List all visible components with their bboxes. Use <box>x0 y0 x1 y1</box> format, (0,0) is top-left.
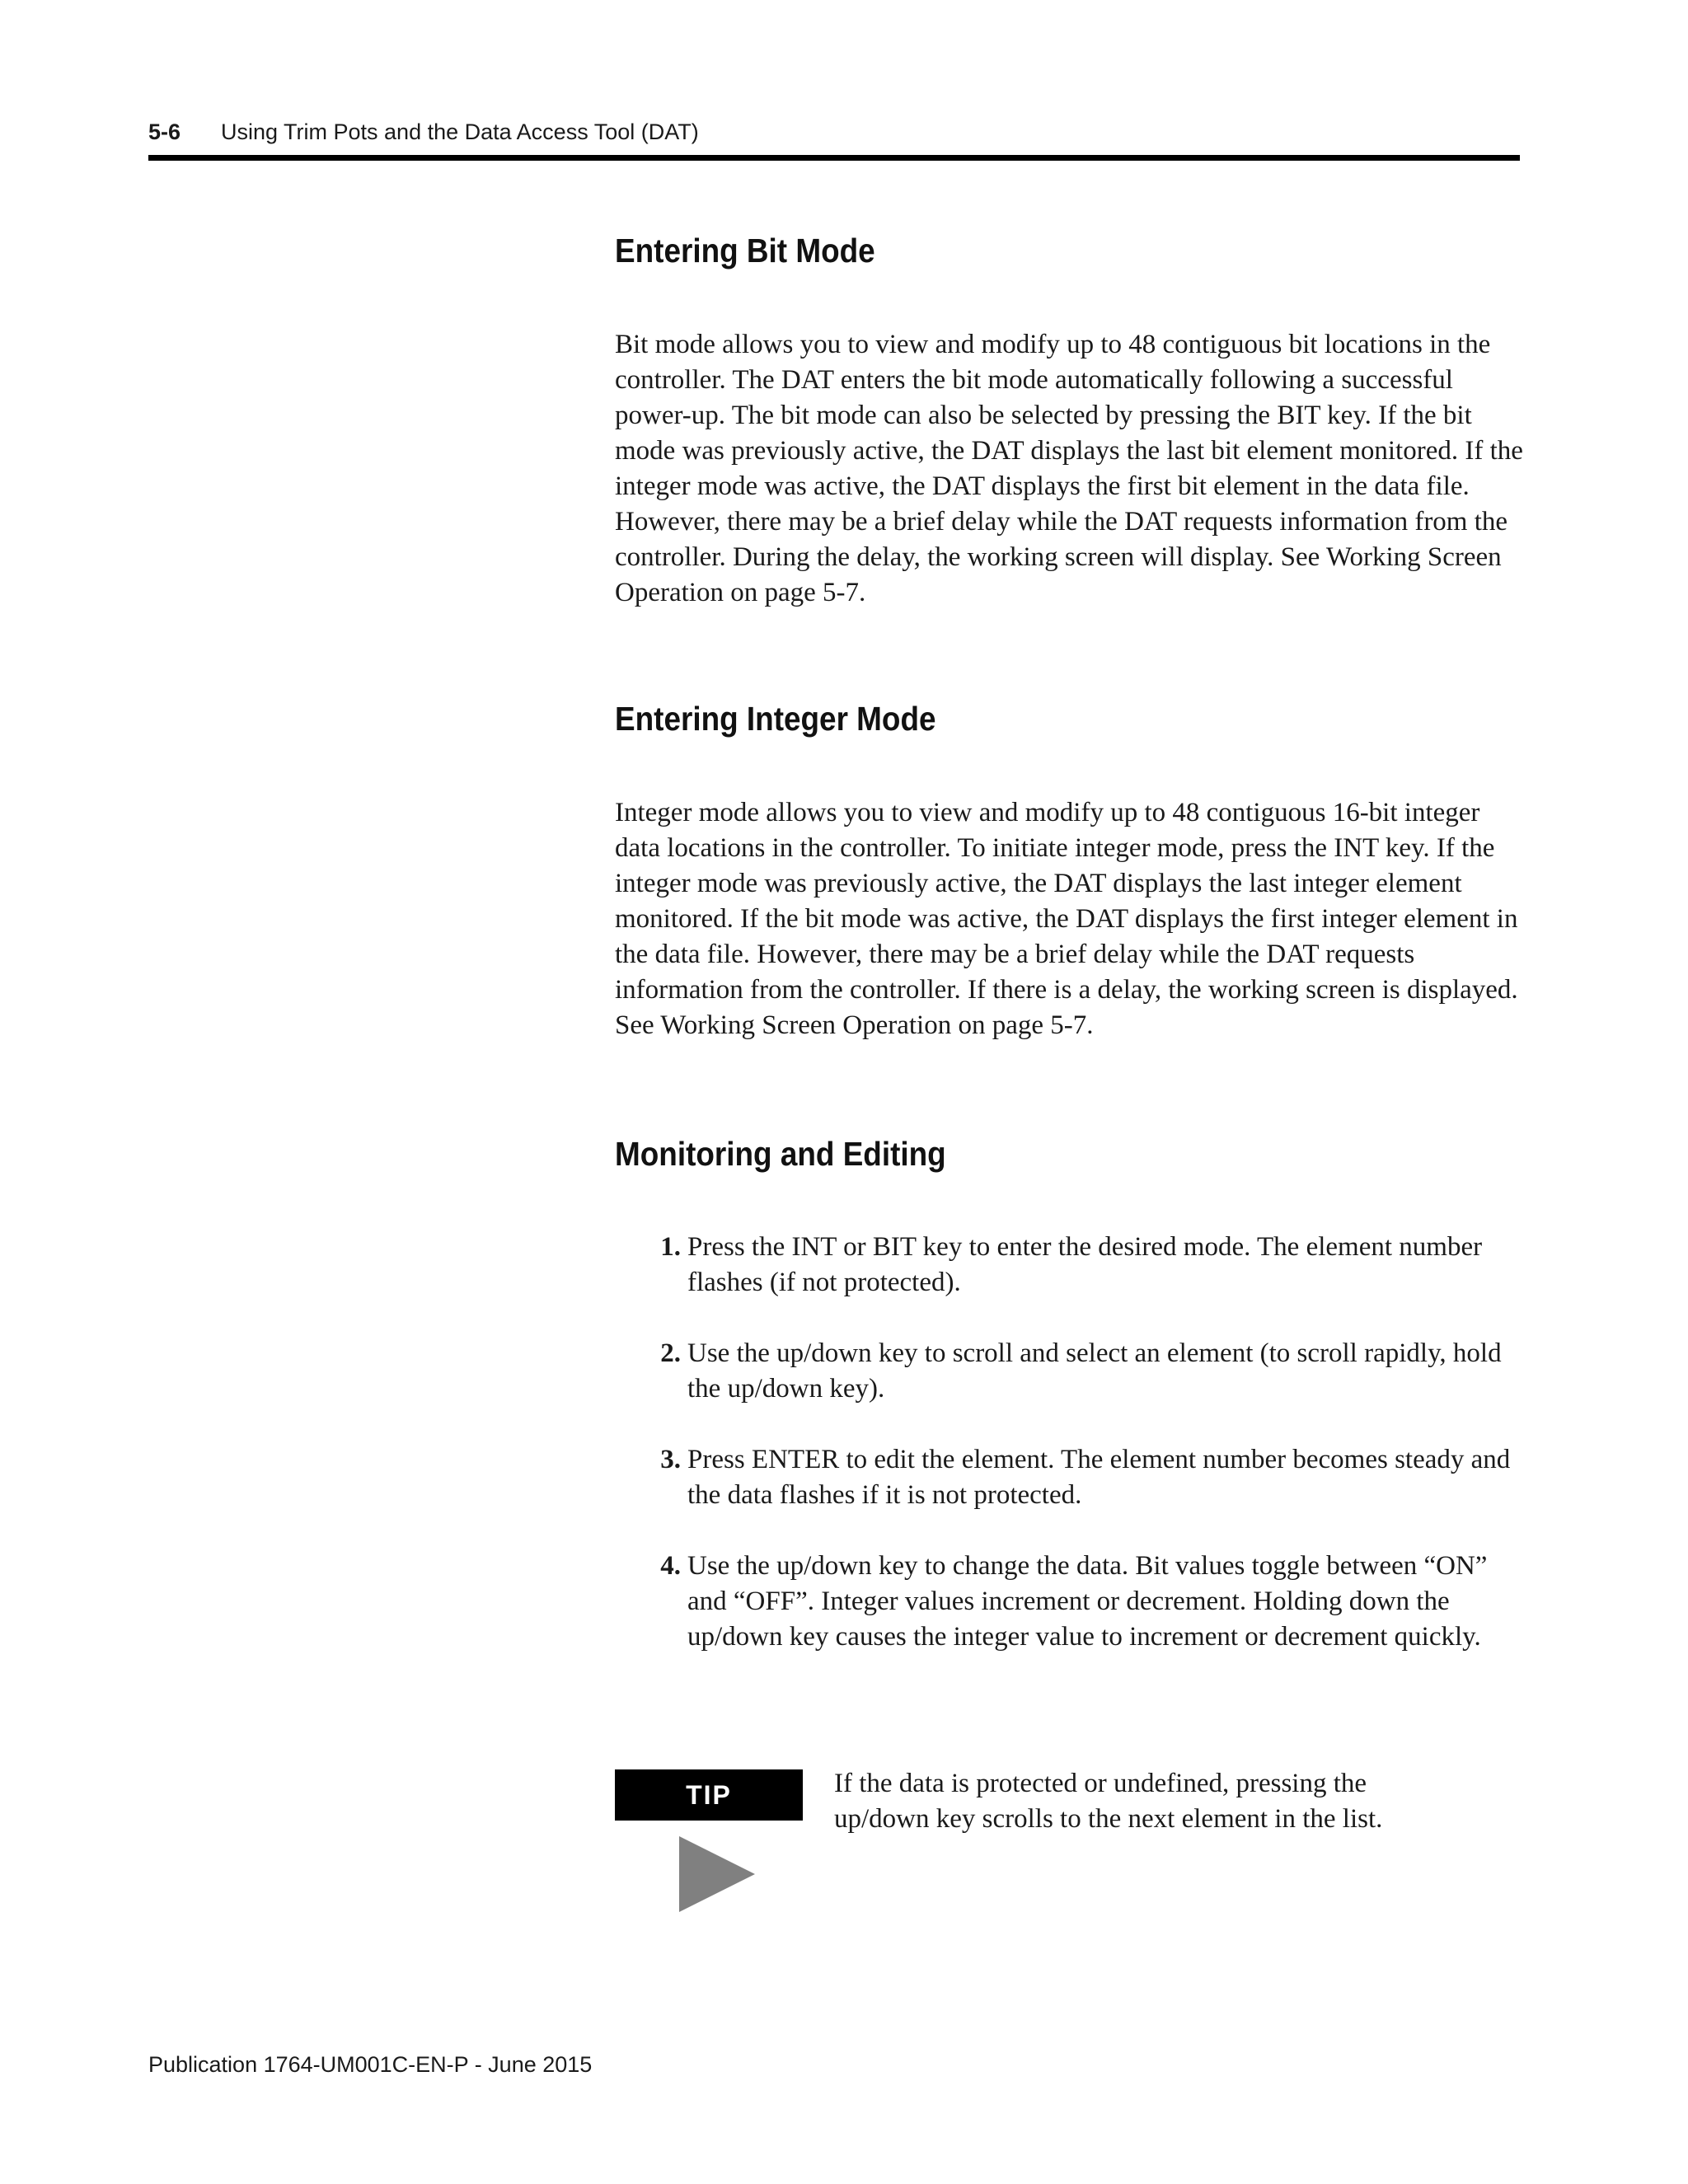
page-number: 5-6 <box>148 119 181 144</box>
step-text: Use the up/down key to change the data. Bit values toggle between “ON” and “OFF”. Integer values increment or decrement. Holding down the up/down key causes the integer value to increment or decrement quickly. <box>687 1551 1488 1652</box>
tip-badge: TIP <box>615 1769 803 1821</box>
header-rule <box>148 155 1520 161</box>
step-number: 1. <box>660 1232 681 1262</box>
list-item <box>615 1442 1530 1513</box>
tip-text: If the data is protected or undefined, pressing the up/down key scrolls to the next element in the list. <box>834 1769 1383 1834</box>
step-text: Press ENTER to edit the element. The element number becomes steady and the data flashes if it is not protected. <box>687 1445 1511 1510</box>
step-number: 4. <box>660 1551 681 1581</box>
list-item <box>615 1336 1530 1407</box>
steps-list <box>615 1230 1530 1690</box>
list-item <box>615 1549 1530 1655</box>
section-heading-monitoring: Monitoring and Editing <box>615 1135 946 1173</box>
step-text: Use the up/down key to scroll and select an element (to scroll rapidly, hold the up/down key). <box>687 1338 1502 1404</box>
step-number: 2. <box>660 1338 681 1368</box>
list-item <box>615 1230 1530 1301</box>
step-text: Press the INT or BIT key to enter the desired mode. The element number flashes (if not protected). <box>687 1232 1483 1297</box>
step-number: 3. <box>660 1445 681 1474</box>
chapter-title: Using Trim Pots and the Data Access Tool (DAT) <box>221 119 699 144</box>
section-body-bit-mode: Bit mode allows you to view and modify up to 48 contiguous bit locations in the controller. The DAT enters the bit mode automatically following a successful power-up. The bit mode can also be selected by pressing the BIT key. If the bit mode was previously active, the DAT displays the last bit element monitored. If the integer mode was active, the DAT displays the first bit element in the data file. However, there may be a brief delay while the DAT requests information from the controller. During the delay, the working screen will display. See Working Screen Operation on page 5-7. <box>615 330 1523 607</box>
page-header <box>148 115 1520 148</box>
section-heading-integer-mode: Entering Integer Mode <box>615 700 936 738</box>
section-body-integer-mode: Integer mode allows you to view and modify up to 48 contiguous 16-bit integer data locations in the controller. To initiate integer mode, press the INT key. If the integer mode was previously active, the DAT displays the last integer element monitored. If the bit mode was active, the DAT displays the first integer element in the data file. However, there may be a brief delay while the DAT requests information from the controller. If there is a delay, the working screen is displayed. See Working Screen Operation on page 5-7. <box>615 798 1518 1040</box>
page-footer: Publication 1764-UM001C-EN-P - June 2015 <box>148 2052 593 2077</box>
section-heading-bit-mode: Entering Bit Mode <box>615 232 875 269</box>
arrow-right-icon <box>679 1836 755 1916</box>
